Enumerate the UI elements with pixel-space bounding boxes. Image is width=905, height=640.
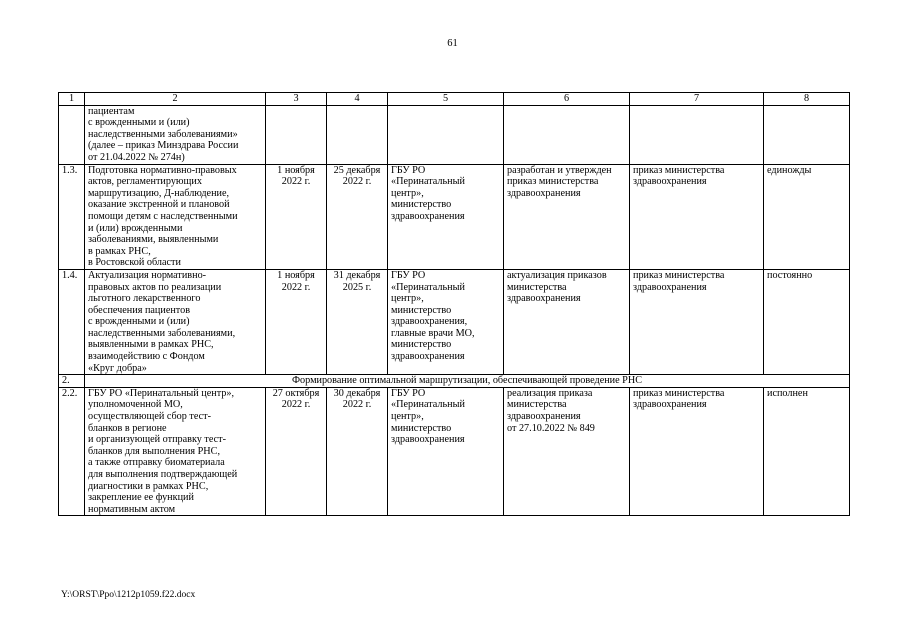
responsible-cell <box>388 105 504 164</box>
task-cell: Актуализация нормативно- правовых актов по реализации льготного лекарственного обеспечения пациентов с врожденными и (или) наследственными заболеваниями, выявленными в рамках РНС, взаимодействию с Фондом «Круг добра» <box>85 269 266 374</box>
report-cell: приказ министерства здравоохранения <box>630 269 764 374</box>
plan-table <box>58 92 850 516</box>
header-cell: 7 <box>630 93 764 106</box>
responsible-cell: ГБУ РО «Перинатальный центр», министерство здравоохранения <box>388 164 504 269</box>
responsible-cell: ГБУ РО «Перинатальный центр», министерство здравоохранения <box>388 387 504 516</box>
table-row-1-3 <box>59 164 850 269</box>
result-cell: реализация приказа министерства здравоохранения от 27.10.2022 № 849 <box>504 387 630 516</box>
report-cell: приказ министерства здравоохранения <box>630 387 764 516</box>
task-cell: пациентам с врожденными и (или) наследственными заболеваниями» (далее – приказ Минздрава России от 21.04.2022 № 274н) <box>85 105 266 164</box>
header-row <box>59 93 850 106</box>
responsible-cell: ГБУ РО «Перинатальный центр», министерство здравоохранения, главные врачи МО, министерство здравоохранения <box>388 269 504 374</box>
num-cell: 2.2. <box>59 387 85 516</box>
task-cell: Подготовка нормативно-правовых актов, регламентирующих маршрутизацию, Д-наблюдение, оказание экстренной и плановой помощи детям с наследственными и (или) врожденными заболеваниями, выявленными в рамках РНС, в Ростовской области <box>85 164 266 269</box>
section-title: Формирование оптимальной маршрутизации, обеспечивающей проведение РНС <box>85 375 850 388</box>
status-cell <box>764 105 850 164</box>
table-row-1-4 <box>59 269 850 374</box>
status-cell: постоянно <box>764 269 850 374</box>
header-cell: 8 <box>764 93 850 106</box>
num-cell: 1.3. <box>59 164 85 269</box>
report-cell <box>630 105 764 164</box>
start-cell: 1 ноября 2022 г. <box>266 269 327 374</box>
header-cell: 1 <box>59 93 85 106</box>
header-cell: 6 <box>504 93 630 106</box>
header-cell: 5 <box>388 93 504 106</box>
status-cell: единожды <box>764 164 850 269</box>
end-cell: 30 декабря 2022 г. <box>327 387 388 516</box>
header-cell: 2 <box>85 93 266 106</box>
start-cell: 1 ноября 2022 г. <box>266 164 327 269</box>
section-num-cell: 2. <box>59 375 85 388</box>
end-cell: 31 декабря 2025 г. <box>327 269 388 374</box>
file-path-footer: Y:\ORST\Ppo\1212p1059.f22.docx <box>61 590 196 600</box>
end-cell <box>327 105 388 164</box>
start-cell <box>266 105 327 164</box>
task-cell: ГБУ РО «Перинатальный центр», уполномоченной МО, осуществляющей сбор тест- бланков в регионе и организующей отправку тест- бланков для выполнения РНС, а также отправку биоматериала для выполнения подтверждающей диагностики в рамках РНС, закрепление ее функций нормативным актом <box>85 387 266 516</box>
start-cell: 27 октября 2022 г. <box>266 387 327 516</box>
page-number: 61 <box>447 38 458 49</box>
result-cell: разработан и утвержден приказ министерства здравоохранения <box>504 164 630 269</box>
num-cell <box>59 105 85 164</box>
header-cell: 3 <box>266 93 327 106</box>
table-row-2-2 <box>59 387 850 516</box>
result-cell <box>504 105 630 164</box>
num-cell: 1.4. <box>59 269 85 374</box>
table-row-continuation <box>59 105 850 164</box>
section-row-2 <box>59 375 850 388</box>
report-cell: приказ министерства здравоохранения <box>630 164 764 269</box>
status-cell: исполнен <box>764 387 850 516</box>
end-cell: 25 декабря 2022 г. <box>327 164 388 269</box>
result-cell: актуализация приказов министерства здравоохранения <box>504 269 630 374</box>
header-cell: 4 <box>327 93 388 106</box>
